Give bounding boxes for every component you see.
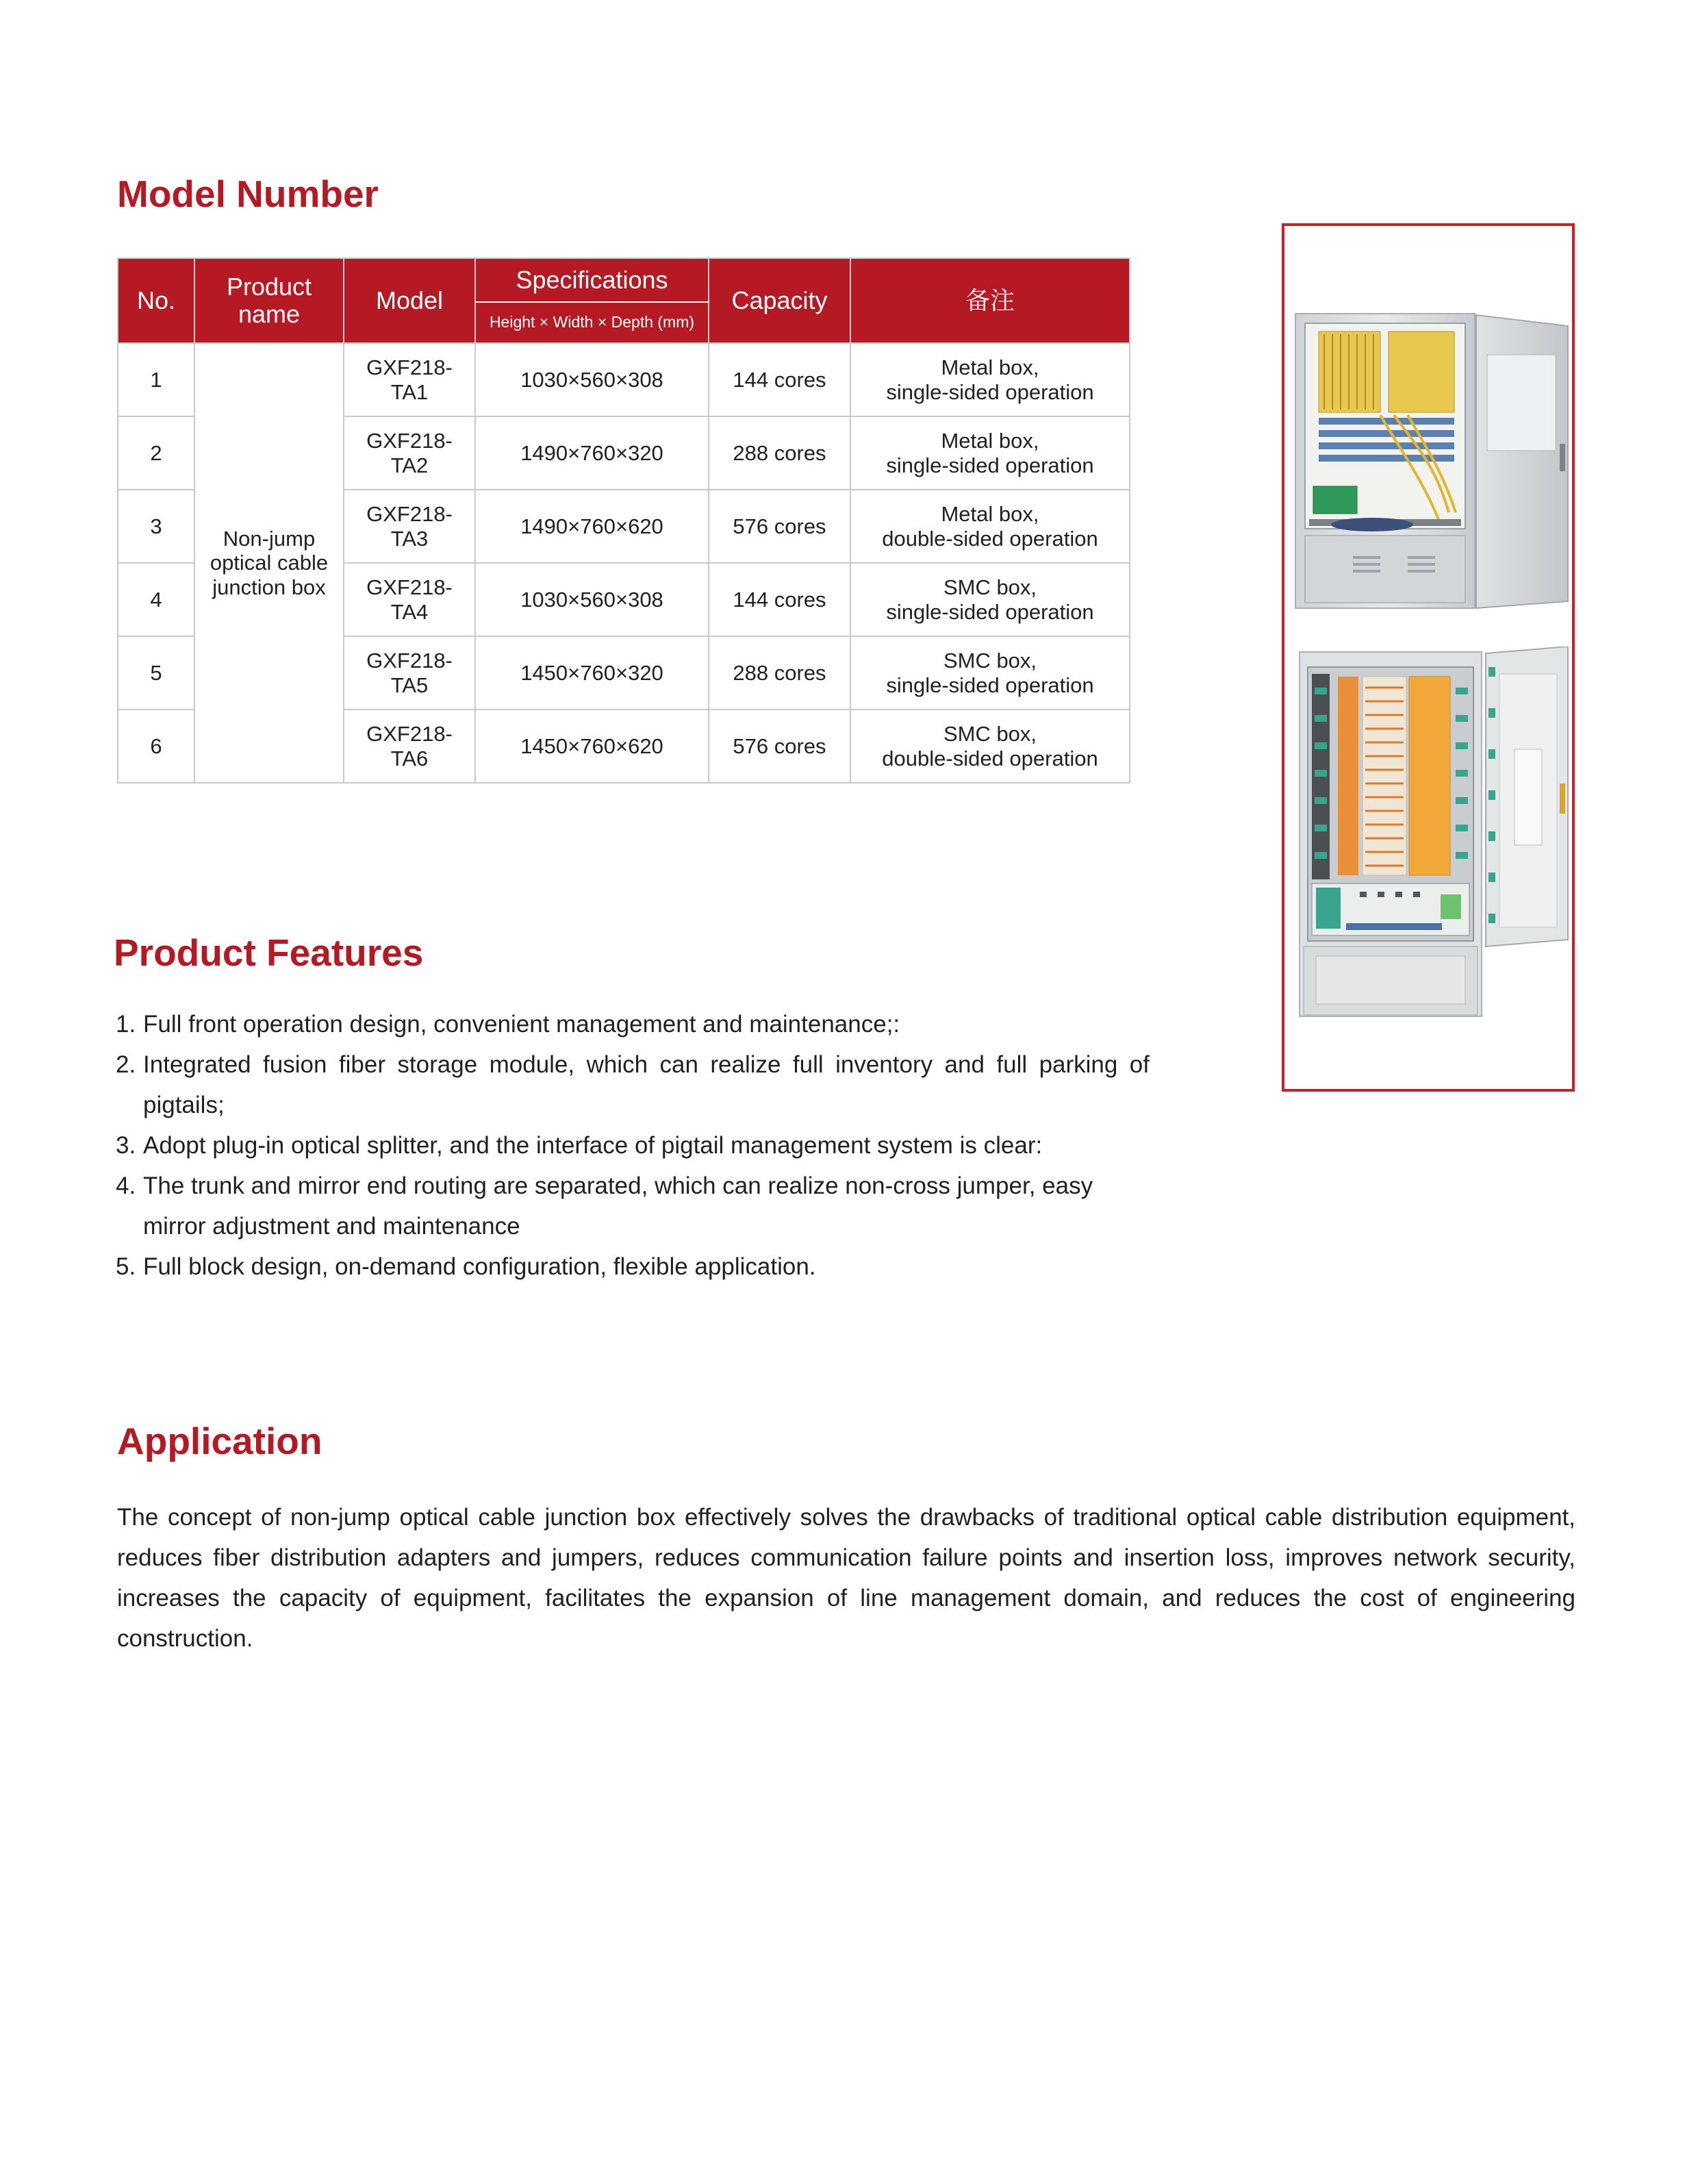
cell-capacity: 144 cores — [709, 563, 850, 636]
feature-number: 3. — [116, 1132, 136, 1159]
header-no: No. — [118, 258, 194, 343]
cell-product-name: Non-jump optical cable junction box — [194, 343, 344, 783]
remark-line: single-sided operation — [886, 673, 1094, 697]
remark-line: SMC box, — [943, 575, 1037, 599]
cell-model: GXF218-TA4 — [344, 563, 475, 636]
header-product-name: Product name — [194, 258, 344, 343]
cell-no: 5 — [118, 636, 194, 710]
remark-line: SMC box, — [943, 648, 1037, 673]
cell-remark — [850, 710, 1130, 783]
cell-capacity: 576 cores — [709, 710, 850, 783]
table-row — [118, 343, 1130, 416]
cell-no: 2 — [118, 416, 194, 490]
remark-line: single-sided operation — [886, 453, 1094, 477]
feature-text: Full block design, on-demand configuration, flexible application. — [143, 1253, 816, 1280]
feature-number: 1. — [116, 1011, 136, 1038]
remark-line: SMC box, — [943, 721, 1037, 746]
remark-line: Metal box, — [941, 355, 1039, 379]
cell-spec: 1490×760×320 — [475, 416, 709, 490]
metal-cabinet-image — [1291, 307, 1571, 615]
remark-line: single-sided operation — [886, 379, 1094, 404]
cell-remark — [850, 490, 1130, 563]
model-table-header — [118, 258, 1130, 343]
application-heading: Application — [117, 1420, 322, 1462]
cell-spec: 1490×760×620 — [475, 490, 709, 563]
header-specifications: Specifications — [475, 258, 709, 302]
cell-spec: 1030×560×308 — [475, 563, 709, 636]
cell-capacity: 288 cores — [709, 636, 850, 710]
feature-text: The trunk and mirror end routing are separated, which can realize non-cross jumper, easy mirror adjustment and maintenance — [143, 1172, 1093, 1240]
cell-remark — [850, 343, 1130, 416]
model-number-heading: Model Number — [117, 173, 379, 215]
header-capacity: Capacity — [709, 258, 850, 343]
cell-remark — [850, 563, 1130, 636]
cell-spec: 1450×760×320 — [475, 636, 709, 710]
list-item — [116, 1044, 1150, 1125]
feature-number: 4. — [116, 1172, 136, 1199]
remark-line: single-sided operation — [886, 599, 1094, 624]
list-item — [116, 1246, 1150, 1287]
cell-capacity: 288 cores — [709, 416, 850, 490]
feature-number: 5. — [116, 1253, 136, 1280]
remark-line: Metal box, — [941, 428, 1039, 453]
list-item — [116, 1125, 1150, 1166]
cell-model: GXF218-TA5 — [344, 636, 475, 710]
cell-no: 6 — [118, 710, 194, 783]
feature-text: Integrated fusion fiber storage module, which can realize full inventory and full parking of pigtails; — [143, 1051, 1150, 1118]
features-list — [116, 1004, 1150, 1287]
header-specifications-sub: Height × Width × Depth (mm) — [475, 302, 709, 343]
cell-spec: 1030×560×308 — [475, 343, 709, 416]
product-photo-frame — [1282, 223, 1575, 1092]
product-features-heading: Product Features — [114, 931, 424, 974]
application-paragraph: The concept of non-jump optical cable junction box effectively solves the drawbacks of traditional optical cable distribution equipment, reduces fiber distribution adapters and jumpers, reduces communication failure points and insertion loss, improves network security, increases the capacity of equipment, facilitates the expansion of line management domain, and reduces the cost of engineering construction. — [117, 1504, 1575, 1652]
remark-line: Metal box, — [941, 501, 1039, 526]
feature-text: Adopt plug-in optical splitter, and the interface of pigtail management system is clear: — [143, 1132, 1043, 1159]
cell-capacity: 144 cores — [709, 343, 850, 416]
header-model: Model — [344, 258, 475, 343]
cell-remark — [850, 636, 1130, 710]
cell-capacity: 576 cores — [709, 490, 850, 563]
cell-remark — [850, 416, 1130, 490]
feature-number: 2. — [116, 1051, 136, 1078]
list-item — [116, 1166, 1150, 1246]
cell-spec: 1450×760×620 — [475, 710, 709, 783]
remark-line: double-sided operation — [882, 526, 1098, 551]
cell-no: 1 — [118, 343, 194, 416]
cell-no: 4 — [118, 563, 194, 636]
list-item — [116, 1004, 1150, 1044]
model-table — [117, 258, 1130, 783]
cell-model: GXF218-TA2 — [344, 416, 475, 490]
remark-line: double-sided operation — [882, 746, 1098, 770]
feature-text: Full front operation design, convenient management and maintenance;: — [143, 1011, 900, 1038]
cell-no: 3 — [118, 490, 194, 563]
cell-model: GXF218-TA6 — [344, 710, 475, 783]
cell-model: GXF218-TA3 — [344, 490, 475, 563]
smc-cabinet-image — [1297, 647, 1571, 1020]
cell-model: GXF218-TA1 — [344, 343, 475, 416]
header-remarks: 备注 — [850, 258, 1130, 343]
